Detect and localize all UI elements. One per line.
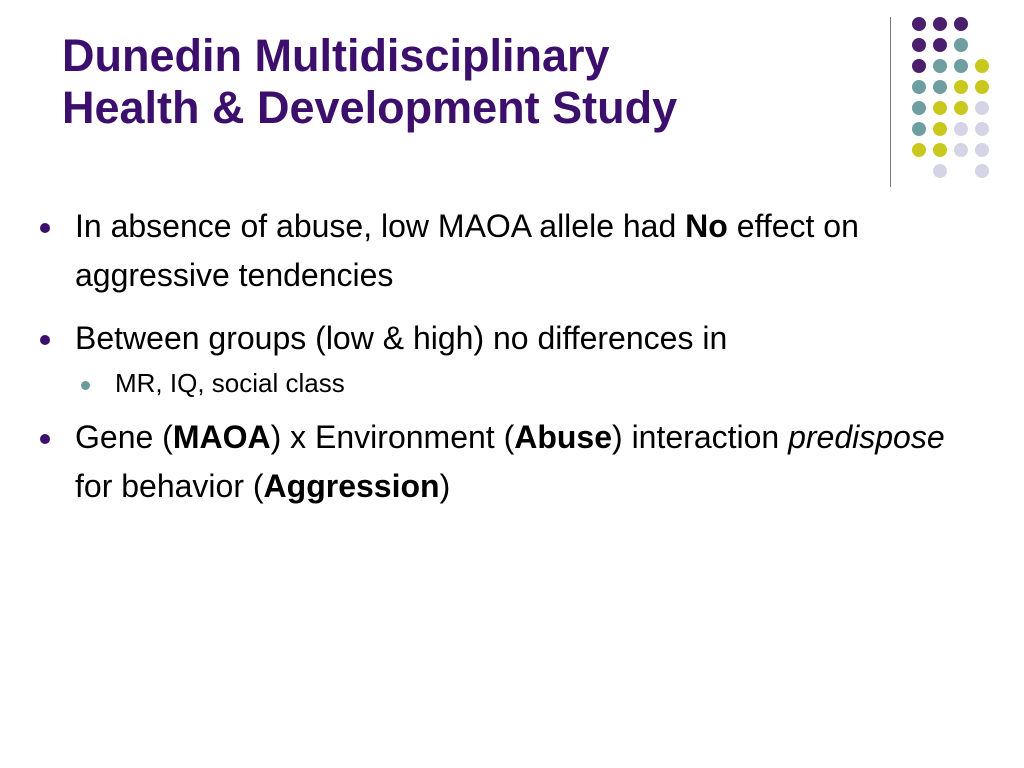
bullet-3-bold-behavior: Aggression <box>263 468 440 504</box>
bullet-1-text-end: effect on aggressive tendencies <box>75 208 859 293</box>
bullet-1-text: In absence of abuse, low MAOA allele had <box>75 208 686 244</box>
bullet-3-text-d: for behavior ( <box>75 468 264 504</box>
decorative-dot <box>933 143 947 157</box>
bullet-3 <box>40 413 980 511</box>
decorative-dot <box>954 80 968 94</box>
slide-title <box>62 30 862 134</box>
decorative-dot <box>954 122 968 136</box>
decorative-dot <box>912 80 926 94</box>
decorative-dot <box>912 38 926 52</box>
decorative-dot <box>954 143 968 157</box>
bullet-3-text-b: ) x Environment ( <box>270 419 515 455</box>
bullet-3-bold-environment: Abuse <box>514 419 613 455</box>
sub-bullet-2-1-text: MR, IQ, social class <box>115 368 345 398</box>
decorative-dot <box>912 143 926 157</box>
decorative-dot <box>954 59 968 73</box>
decorative-dot <box>933 38 947 52</box>
slide-body <box>40 202 980 511</box>
bullet-2-text: Between groups (low & high) no differences in <box>75 320 728 356</box>
bullet-3-text-a: Gene ( <box>75 419 173 455</box>
bullet-3-text-e: ) <box>439 468 451 504</box>
decorative-dot <box>954 101 968 115</box>
decorative-dot <box>933 164 947 178</box>
decorative-dot <box>975 143 989 157</box>
bullet-3-italic: predispose <box>788 419 945 455</box>
decorative-dot <box>933 80 947 94</box>
bullet-1 <box>40 202 980 300</box>
decorative-dot <box>933 122 947 136</box>
decorative-dot <box>954 17 968 31</box>
decorative-dot <box>975 122 989 136</box>
title-divider <box>890 17 891 187</box>
decorative-dot <box>975 101 989 115</box>
decorative-dot <box>975 164 989 178</box>
bullet-3-text-c: ) interaction <box>612 419 789 455</box>
bullet-1-bold: No <box>685 208 728 244</box>
bullet-2 <box>40 314 980 363</box>
decorative-dot <box>912 101 926 115</box>
decorative-dot <box>933 101 947 115</box>
bullet-3-bold-gene: MAOA <box>172 419 271 455</box>
decorative-dot <box>975 59 989 73</box>
decorative-dot <box>933 17 947 31</box>
decorative-dot <box>912 122 926 136</box>
decorative-dot <box>912 59 926 73</box>
slide-title-line-2: Health & Development Study <box>62 82 678 133</box>
slide-title-line-1: Dunedin Multidisciplinary <box>62 30 610 81</box>
decorative-dot <box>933 59 947 73</box>
sub-bullet-2-1 <box>40 363 980 403</box>
decorative-dot <box>912 17 926 31</box>
decorative-dot <box>975 80 989 94</box>
decorative-dot <box>954 38 968 52</box>
